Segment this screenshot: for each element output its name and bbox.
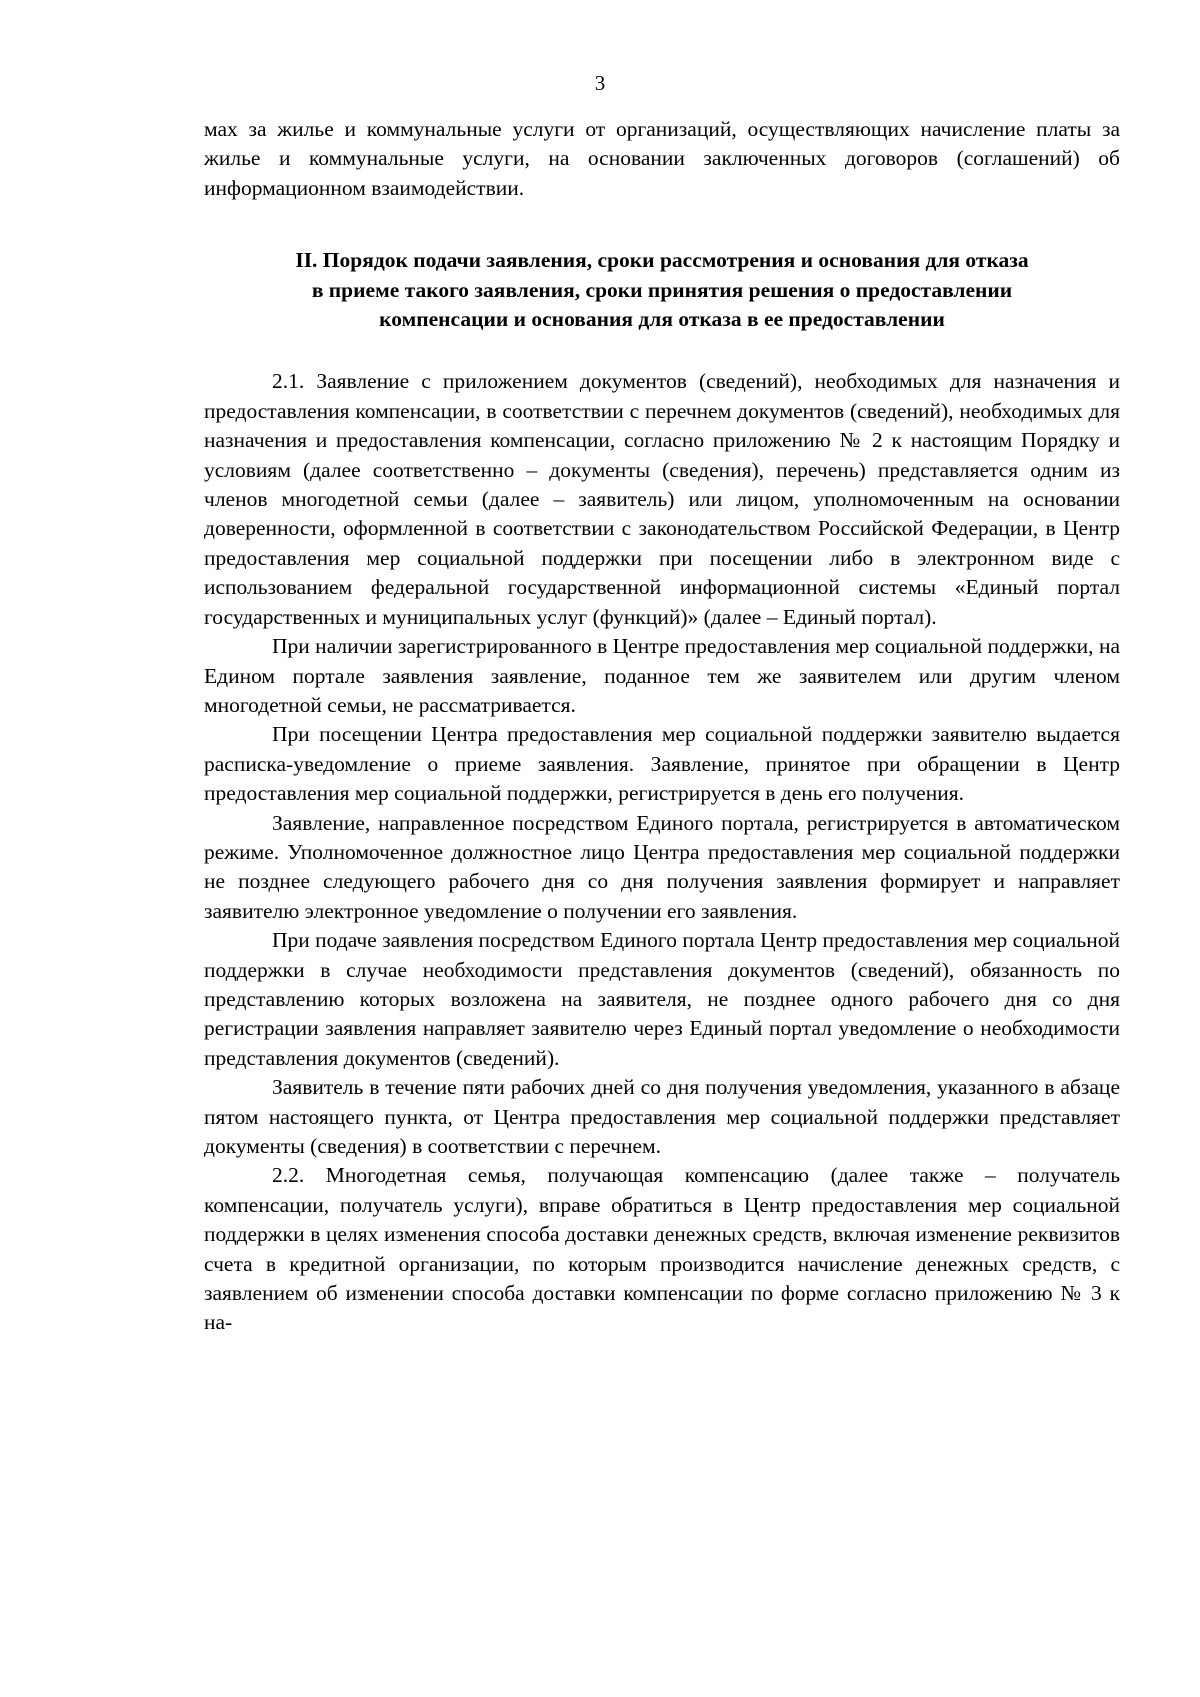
paragraph-portal-registration: Заявление, направленное посредством Единого портала, регистрируется в автоматическом режиме. Уполномоченное должностное лицо Центра предоставления мер социальной поддержки не позднее следующего рабочего дня со дня получения заявления формирует и направляет заявителю электронное уведомление о получении его заявления. <box>204 810 1120 923</box>
section-heading <box>204 246 1120 334</box>
paragraph-portal-documents-request: При подаче заявления посредством Единого портала Центр предоставления мер социальной поддержки в случае необходимости представления документов (сведений), обязанность по представлению которых возложена на заявителя, не позднее одного рабочего дня со дня регистрации заявления направляет заявителю через Единый портал уведомление о необходимости представления документов (сведений). <box>204 928 1120 1070</box>
paragraph-2-2: 2.2. Многодетная семья, получающая компенсацию (далее также – получатель компенсации, получатель услуги), вправе обратиться в Центр предоставления мер социальной поддержки в целях изменения способа доставки денежных средств, включая изменение реквизитов счета в кредитной организации, по которым производится начисление денежных средств, с заявлением об изменении способа доставки компенсации по форме согласно приложению № 3 к на- <box>204 1163 1120 1335</box>
section-heading-line-2: в приеме такого заявления, сроки принятия решения о предоставлении <box>311 277 1013 302</box>
paragraph-visit-receipt: При посещении Центра предоставления мер социальной поддержки заявителю выдается расписка-уведомление о приеме заявления. Заявление, принятое при обращении в Центр предоставления мер социальной поддержки, регистрируется в день его получения. <box>204 722 1120 806</box>
section-heading-line-3: компенсации и основания для отказа в ее предоставлении <box>379 307 945 332</box>
section-heading-line-1: II. Порядок подачи заявления, сроки рассмотрения и основания для отказа <box>295 248 1029 273</box>
page-number: 3 <box>594 71 606 95</box>
paragraph-registered-application: При наличии зарегистрированного в Центре предоставления мер социальной поддержки, на Едином портале заявления заявление, поданное тем же заявителем или другим членом многодетной семьи, не рассматривается. <box>204 634 1120 717</box>
paragraph-applicant-deadline: Заявитель в течение пяти рабочих дней со дня получения уведомления, указанного в абзаце пятом настоящего пункта, от Центра предоставления мер социальной поддержки представляет документы (сведения) в соответствии с перечнем. <box>204 1075 1120 1158</box>
intro-paragraph: мах за жилье и коммунальные услуги от организаций, осуществляющих начисление платы за жилье и коммунальные услуги, на основании заключенных договоров (соглашений) об информационном взаимодействии. <box>204 117 1120 200</box>
paragraph-2-1: 2.1. Заявление с приложением документов (сведений), необходимых для назначения и предоставления компенсации, в соответствии с перечнем документов (сведений), необходимых для назначения и предоставления компенсации, согласно приложению № 2 к настоящим Порядку и условиям (далее соответственно – документы (сведения), перечень) представляется одним из членов многодетной семьи (далее – заявитель) или лицом, уполномоченным на основании доверенности, оформленной в соответствии с законодательством Российской Федерации, в Центр предоставления мер социальной поддержки при посещении либо в электронном виде с использованием федеральной государственной информационной системы «Единый портал государственных и муниципальных услуг (функций)» (далее – Единый портал). <box>204 369 1120 629</box>
document-body <box>204 115 1120 1338</box>
